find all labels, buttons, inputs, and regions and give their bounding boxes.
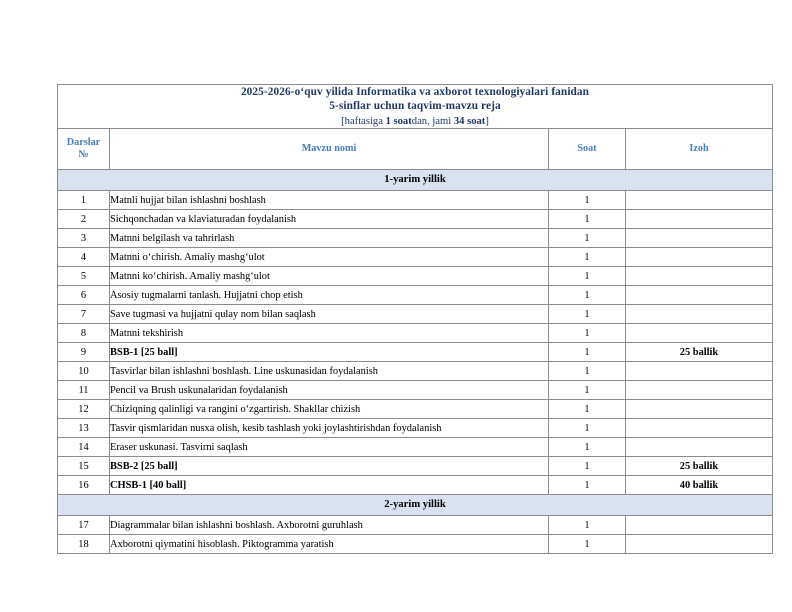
- row-number: 2: [58, 210, 110, 229]
- row-note: [626, 229, 773, 248]
- row-hours: 1: [549, 381, 626, 400]
- table-row: [58, 535, 773, 554]
- row-topic: CHSB-1 [40 ball]: [110, 476, 549, 495]
- row-hours: 1: [549, 457, 626, 476]
- column-header-lesson-no-line1: Darslar: [66, 137, 101, 149]
- row-note: [626, 400, 773, 419]
- table-row: [58, 286, 773, 305]
- row-note: 25 ballik: [626, 343, 773, 362]
- row-number: 6: [58, 286, 110, 305]
- row-hours: 1: [549, 229, 626, 248]
- table-row: [58, 324, 773, 343]
- title-row: [58, 85, 773, 129]
- row-topic: Diagrammalar bilan ishlashni boshlash. Axborotni guruhlash: [110, 516, 549, 535]
- table-row: [58, 438, 773, 457]
- row-topic: Matnni belgilash va tahrirlash: [110, 229, 549, 248]
- column-header-row: [58, 129, 773, 170]
- row-topic: Sichqonchadan va klaviaturadan foydalanish: [110, 210, 549, 229]
- row-number: 11: [58, 381, 110, 400]
- row-topic: Tasvirlar bilan ishlashni boshlash. Line uskunasidan foydalanish: [110, 362, 549, 381]
- row-topic: Matnni oʻchirish. Amaliy mashgʻulot: [110, 248, 549, 267]
- table-row: [58, 400, 773, 419]
- row-number: 10: [58, 362, 110, 381]
- row-number: 13: [58, 419, 110, 438]
- row-hours: 1: [549, 343, 626, 362]
- row-topic: BSB-1 [25 ball]: [110, 343, 549, 362]
- row-hours: 1: [549, 419, 626, 438]
- row-hours: 1: [549, 516, 626, 535]
- row-hours: 1: [549, 476, 626, 495]
- row-number: 7: [58, 305, 110, 324]
- row-number: 16: [58, 476, 110, 495]
- row-number: 8: [58, 324, 110, 343]
- row-number: 5: [58, 267, 110, 286]
- row-note: [626, 305, 773, 324]
- row-note: [626, 267, 773, 286]
- row-note: [626, 516, 773, 535]
- row-number: 9: [58, 343, 110, 362]
- row-topic: Eraser uskunasi. Tasvirni saqlash: [110, 438, 549, 457]
- row-hours: 1: [549, 286, 626, 305]
- row-topic: Tasvir qismlaridan nusxa olish, kesib tashlash yoki joylashtirishdan foydalanish: [110, 419, 549, 438]
- column-header-lesson-no: [58, 129, 110, 170]
- row-number: 3: [58, 229, 110, 248]
- row-number: 17: [58, 516, 110, 535]
- column-header-note: Izoh: [626, 129, 773, 170]
- row-topic: Axborotni qiymatini hisoblash. Piktogramma yaratish: [110, 535, 549, 554]
- row-hours: 1: [549, 362, 626, 381]
- table-row: [58, 476, 773, 495]
- column-header-hours: Soat: [549, 129, 626, 170]
- row-note: [626, 286, 773, 305]
- section-header-row: [58, 495, 773, 516]
- row-topic: Pencil va Brush uskunalaridan foydalanish: [110, 381, 549, 400]
- row-hours: 1: [549, 438, 626, 457]
- row-note: [626, 419, 773, 438]
- table-row: [58, 381, 773, 400]
- row-note: [626, 381, 773, 400]
- title-line-hours: [58, 115, 772, 129]
- table-row: [58, 191, 773, 210]
- title-line-primary: 2025-2026-oʻquv yilida Informatika va axborot texnologiyalari fanidan: [240, 86, 590, 98]
- row-note: [626, 210, 773, 229]
- hours-middle: dan, jami: [411, 115, 454, 127]
- curriculum-plan-table: [57, 84, 773, 554]
- section-title-second-semester: 2-yarim yillik: [58, 495, 773, 516]
- row-hours: 1: [549, 400, 626, 419]
- table-row: [58, 267, 773, 286]
- row-topic: Chiziqning qalinligi va rangini oʻzgartirish. Shakllar chizish: [110, 400, 549, 419]
- section-title-first-semester: 1-yarim yillik: [58, 170, 773, 191]
- column-header-topic: Mavzu nomi: [110, 129, 549, 170]
- hours-weekly: 1 soat: [385, 115, 412, 127]
- row-number: 12: [58, 400, 110, 419]
- table-row: [58, 305, 773, 324]
- row-topic: BSB-2 [25 ball]: [110, 457, 549, 476]
- table-row: [58, 362, 773, 381]
- row-topic: Asosiy tugmalarni tanlash. Hujjatni chop etish: [110, 286, 549, 305]
- table-row: [58, 457, 773, 476]
- row-number: 4: [58, 248, 110, 267]
- row-note: [626, 438, 773, 457]
- hours-suffix: ]: [485, 115, 489, 127]
- row-note: 25 ballik: [626, 457, 773, 476]
- section-header-row: [58, 170, 773, 191]
- row-hours: 1: [549, 191, 626, 210]
- row-hours: 1: [549, 305, 626, 324]
- row-number: 14: [58, 438, 110, 457]
- document-title-cell: [58, 85, 773, 129]
- row-hours: 1: [549, 535, 626, 554]
- row-note: 40 ballik: [626, 476, 773, 495]
- table-row: [58, 419, 773, 438]
- table-body: [58, 85, 773, 554]
- table-row: [58, 248, 773, 267]
- row-hours: 1: [549, 248, 626, 267]
- column-header-lesson-no-line2: №: [78, 149, 89, 161]
- row-hours: 1: [549, 210, 626, 229]
- hours-prefix: [haftasiga: [341, 115, 386, 127]
- row-number: 15: [58, 457, 110, 476]
- row-note: [626, 362, 773, 381]
- table-row: [58, 210, 773, 229]
- row-note: [626, 248, 773, 267]
- row-number: 18: [58, 535, 110, 554]
- row-topic: Save tugmasi va hujjatni qulay nom bilan saqlash: [110, 305, 549, 324]
- row-note: [626, 535, 773, 554]
- row-topic: Matnni tekshirish: [110, 324, 549, 343]
- row-topic: Matnni koʻchirish. Amaliy mashgʻulot: [110, 267, 549, 286]
- row-note: [626, 191, 773, 210]
- row-hours: 1: [549, 267, 626, 286]
- row-number: 1: [58, 191, 110, 210]
- table-row: [58, 229, 773, 248]
- hours-total: 34 soat: [453, 115, 486, 127]
- table-row: [58, 516, 773, 535]
- row-topic: Matnli hujjat bilan ishlashni boshlash: [110, 191, 549, 210]
- row-note: [626, 324, 773, 343]
- table-row: [58, 343, 773, 362]
- title-line-secondary: 5-sinflar uchun taqvim-mavzu reja: [329, 100, 501, 113]
- row-hours: 1: [549, 324, 626, 343]
